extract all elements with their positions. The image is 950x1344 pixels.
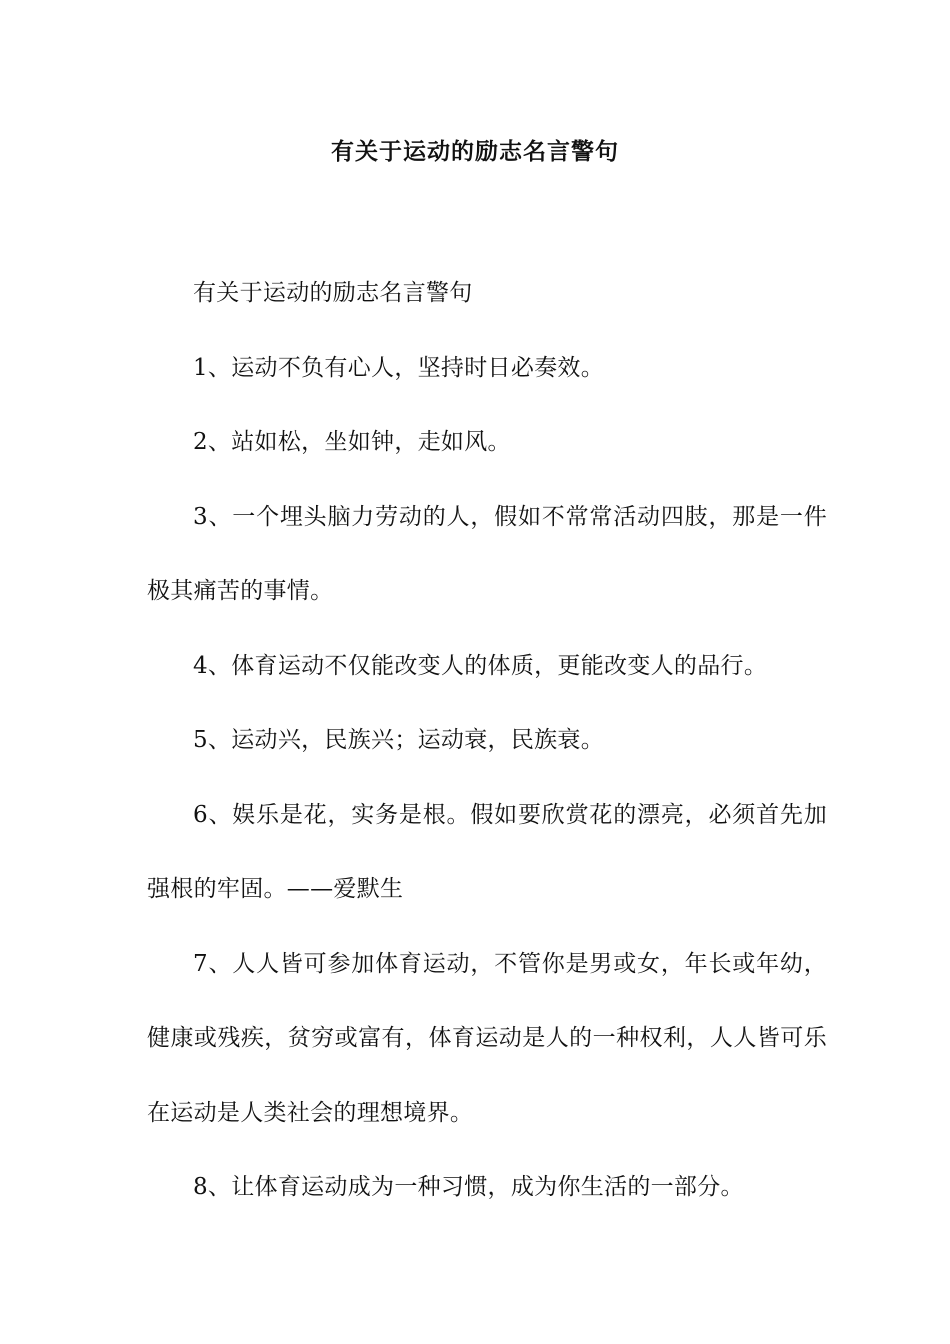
document-body [147, 256, 827, 1225]
quote-paragraph-2: 2、站如松，坐如钟，走如风。 [193, 429, 511, 455]
document-title: 有关于运动的励志名言警句 [331, 139, 619, 165]
quote-paragraph-7: 7、人人皆可参加体育运动，不管你是男或女，年长或年幼，健康或残疾，贫穷或富有，体育运动是人的一种权利，人人皆可乐在运动是人类社会的理想境界。 [147, 950, 827, 1126]
quote-paragraph-1: 1、运动不负有心人，坚持时日必奏效。 [193, 354, 605, 381]
quote-paragraph-8: 8、让体育运动成为一种习惯，成为你生活的一部分。 [193, 1174, 744, 1200]
quote-paragraph-5: 5、运动兴，民族兴；运动衰，民族衰。 [193, 727, 605, 753]
quote-paragraph-4: 4、体育运动不仅能改变人的体质，更能改变人的品行。 [193, 652, 768, 679]
quote-paragraph-3: 3、一个埋头脑力劳动的人，假如不常常活动四肢，那是一件极其痛苦的事情。 [147, 503, 827, 604]
subtitle-paragraph: 有关于运动的励志名言警句 [193, 280, 473, 306]
quote-paragraph-6: 6、娱乐是花，实务是根。假如要欣赏花的漂亮，必须首先加强根的牢固。——爱默生 [147, 801, 827, 902]
